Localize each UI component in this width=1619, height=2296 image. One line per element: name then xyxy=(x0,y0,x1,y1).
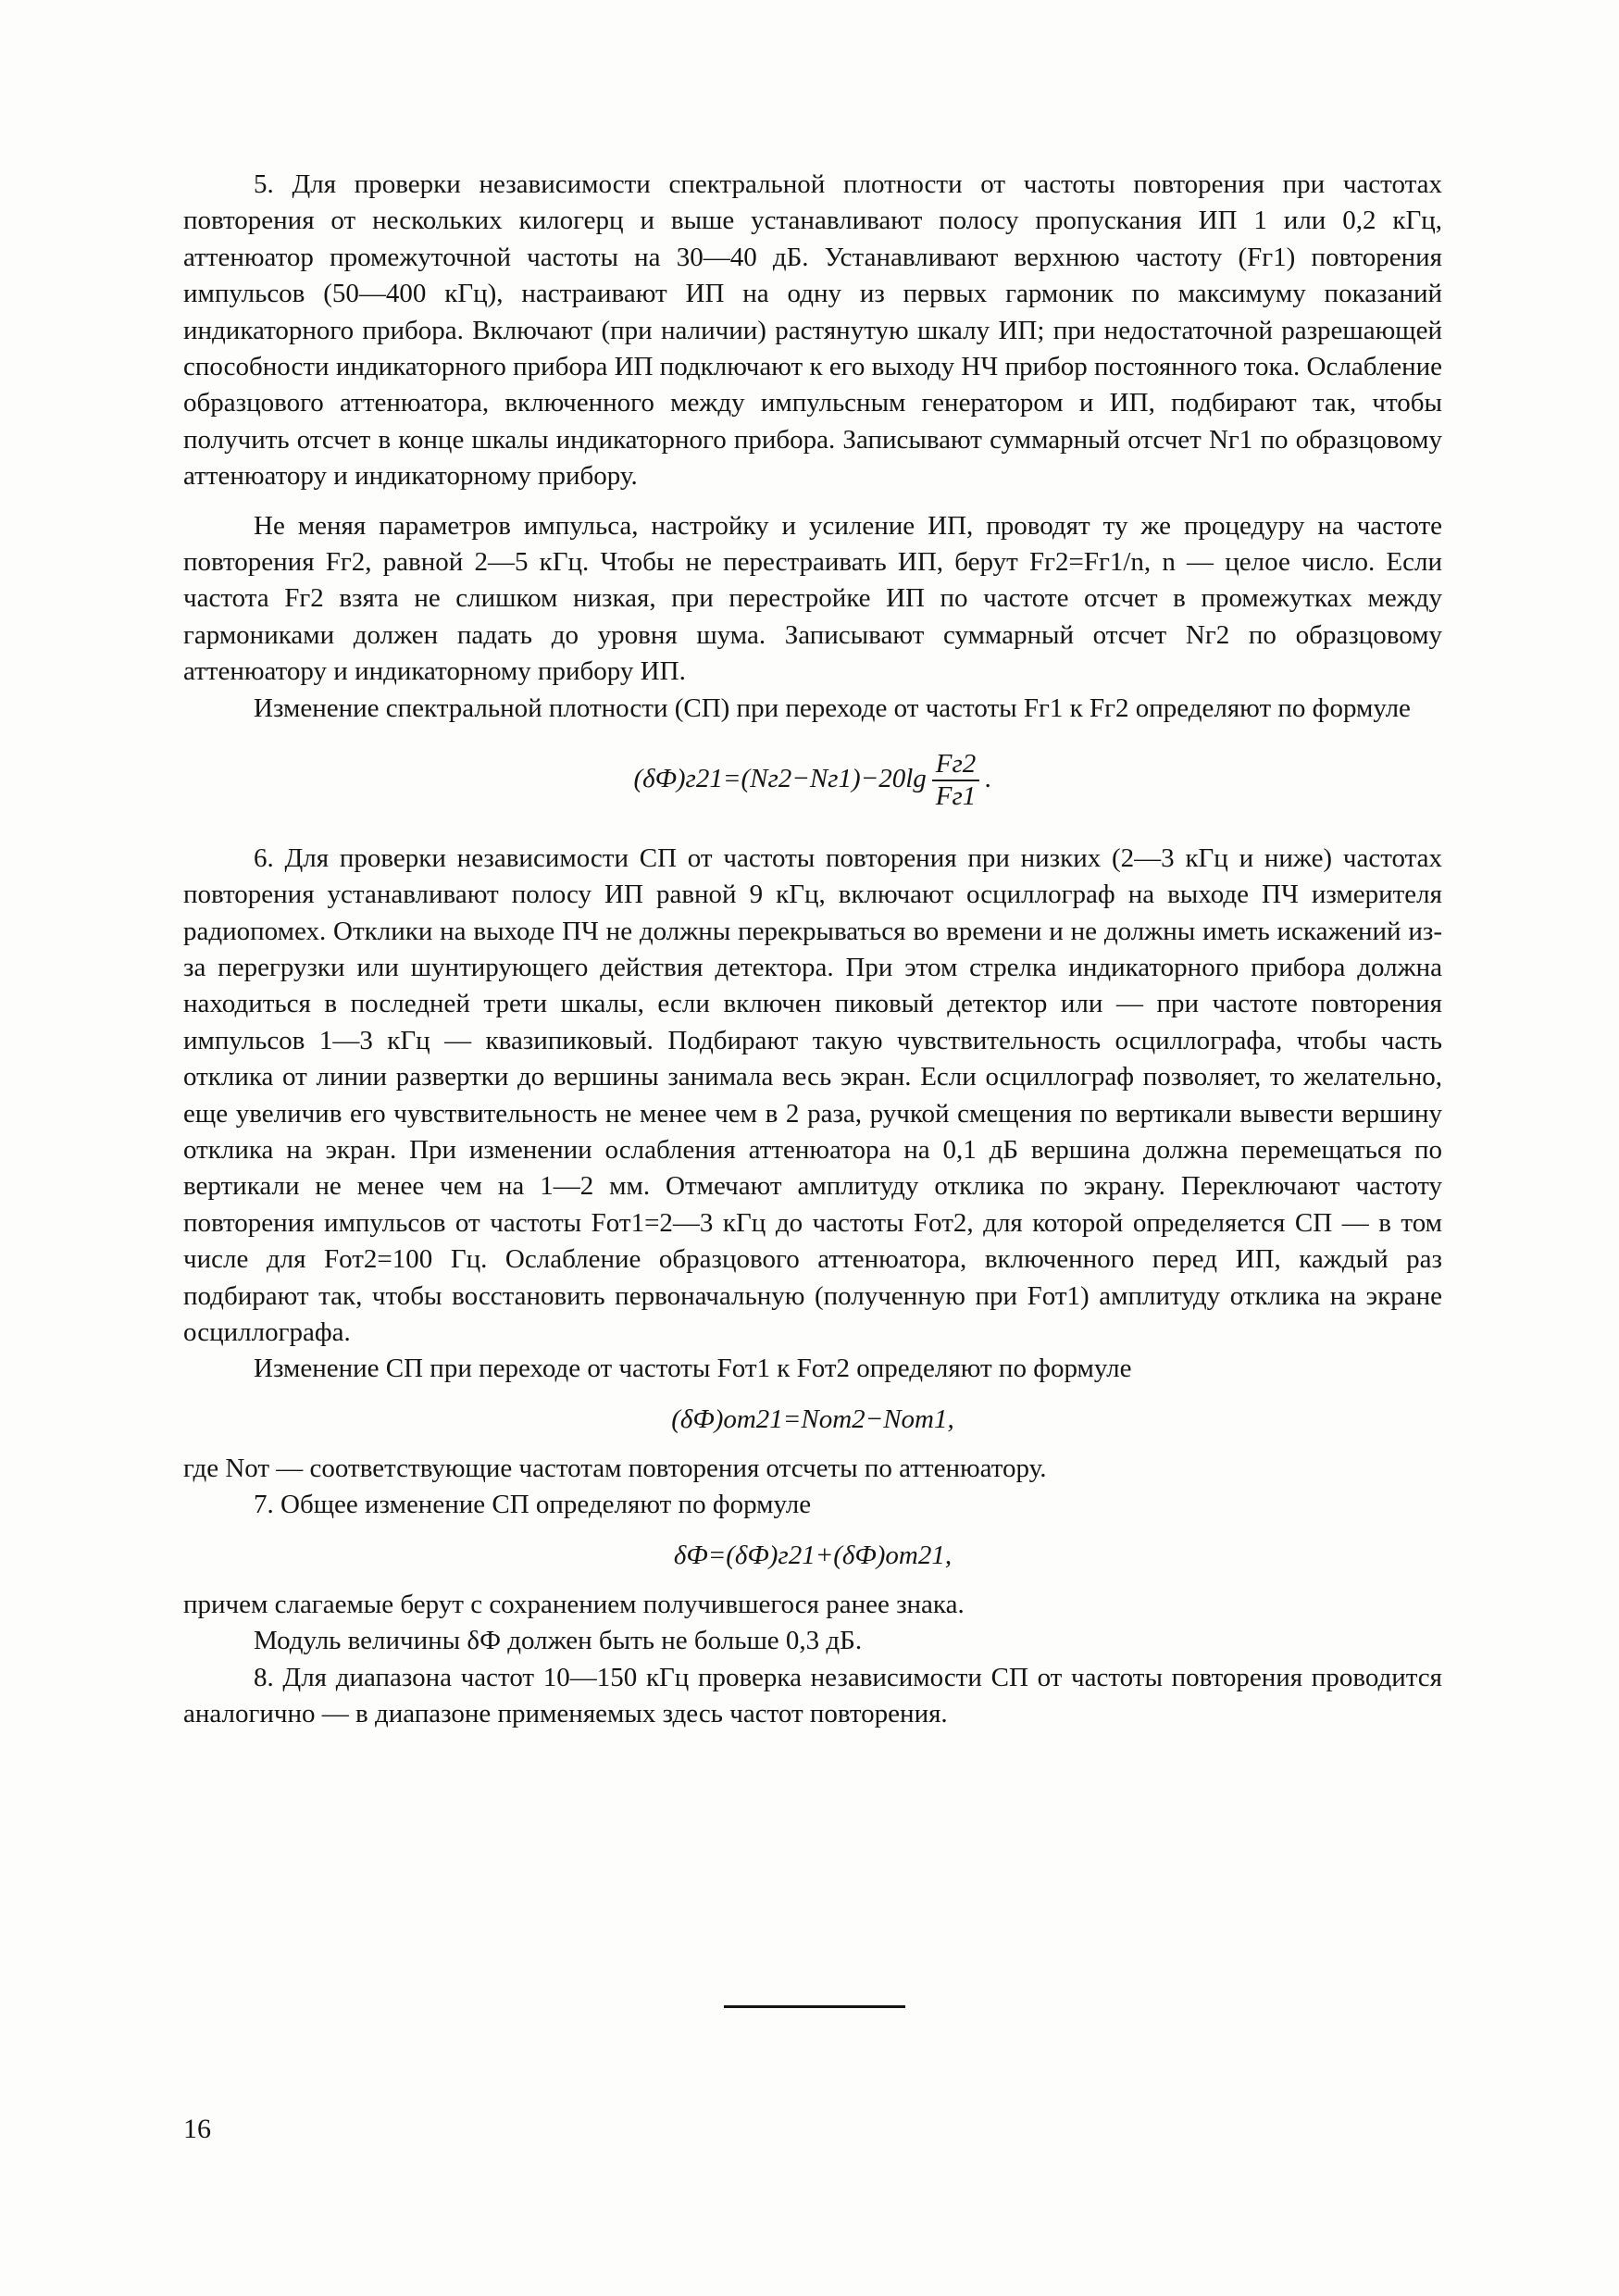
paragraph-6-second: Изменение СП при переходе от частоты Fот1 к Fот2 определяют по формуле xyxy=(254,1354,1132,1384)
formula-1-numerator: Fг2 xyxy=(932,749,980,781)
formula-spectral-density-change xyxy=(183,749,1442,813)
page-number: 16 xyxy=(183,2114,211,2144)
formula-low-frequency-change: (δФ)от21=Nот2−Nот1, xyxy=(671,1404,954,1434)
paragraph-7-after: причем слагаемые берут с сохранением получившегося ранее знака. xyxy=(183,1589,965,1619)
formula-total-change: δФ=(δФ)г21+(δФ)от21, xyxy=(673,1540,953,1570)
paragraph-7-modulus: Модуль величины δФ должен быть не больше 0,3 дБ. xyxy=(254,1626,863,1656)
page-body xyxy=(183,167,1442,1732)
section-divider xyxy=(724,2005,905,2008)
paragraph-8-main: 8. Для диапазона частот 10—150 кГц проверка независимости СП от частоты повторения проводится аналогично — в диапазоне применяемых здесь частот повторения. xyxy=(183,1662,1442,1728)
paragraph-5-third: Изменение спектральной плотности (СП) при переходе от частоты Fг1 к Fг2 определяют по формуле xyxy=(254,693,1411,723)
formula-1-fraction xyxy=(932,749,980,813)
paragraph-6-main: 6. Для проверки независимости СП от частоты повторения при низких (2—3 кГц и ниже) частотах повторения устанавливают полосу ИП равной 9 кГц, включают осциллограф на выходе ПЧ измерителя радиопомех. Отклики на выходе ПЧ не должны перекрываться во времени и не должны иметь искажений из-за перегрузки или шунтирующего действия детектора. При этом стрелка индикаторного прибора должна находиться в последней трети шкалы, если включен пиковый детектор или — при частоте повторения импульсов 1—3 кГц — квазипиковый. Подбирают такую чувствительность осциллографа, чтобы часть отклика от линии развертки до вершины занимала весь экран. Если осциллограф позволяет, то желательно, еще увеличив его чувствительность не менее чем в 2 раза, ручкой смещения по вертикали вывести вершину отклика на экран. При изменении ослабления аттенюатора на 0,1 дБ вершина должна перемещаться по вертикали не менее чем на 1—2 мм. Отмечают амплитуду отклика по экрану. Переключают частоту повторения импульсов от частоты Fот1=2—3 кГц до частоты Fот2, для которой определяется СП — в том числе для Fот2=100 Гц. Ослабление образцового аттенюатора, включенного перед ИП, каждый раз подбирают так, чтобы восстановить первоначальную (полученную при Fот1) амплитуду отклика на экране осциллографа. xyxy=(183,842,1442,1348)
paragraph-7-main: 7. Общее изменение СП определяют по формуле xyxy=(254,1490,812,1520)
formula-1-denominator: Fг1 xyxy=(935,781,977,812)
formula-1-end: . xyxy=(985,764,992,794)
formula-1-left: (δФ)г21=(Nг2−Nг1)−20lg xyxy=(633,764,927,794)
paragraph-5-second: Не меняя параметров импульса, настройку и усиление ИП, проводят ту же процедуру на частоте повторения Fг2, равной 2—5 кГц. Чтобы не перестраивать ИП, берут Fг2=Fг1/n, n — целое число. Если частота Fг2 взята не слишком низкая, при перестройке ИП по частоте отсчет в промежутках между гармониками должен падать до уровня шума. Записывают суммарный отсчет Nг2 по образцовому аттенюатору и индикаторному прибору ИП. xyxy=(183,510,1442,687)
paragraph-5-main: 5. Для проверки независимости спектральной плотности от частоты повторения при частотах повторения от нескольких килогерц и выше устанавливают полосу пропускания ИП 1 или 0,2 кГц, аттенюатор промежуточной частоты на 30—40 дБ. Устанавливают верхнюю частоту (Fг1) повторения импульсов (50—400 кГц), настраивают ИП на одну из первых гармоник по максимуму показаний индикаторного прибора. Включают (при наличии) растянутую шкалу ИП; при недостаточной разрешающей способности индикаторного прибора ИП подключают к его выходу НЧ прибор постоянного тока. Ослабление образцового аттенюатора, включенного между импульсным генератором и ИП, подбирают так, чтобы получить отсчет в конце шкалы индикаторного прибора. Записывают суммарный отсчет Nг1 по образцовому аттенюатору и индикаторному прибору. xyxy=(183,169,1442,492)
paragraph-6-where: где Nот — соответствующие частотам повторения отсчеты по аттенюатору. xyxy=(183,1453,1047,1483)
